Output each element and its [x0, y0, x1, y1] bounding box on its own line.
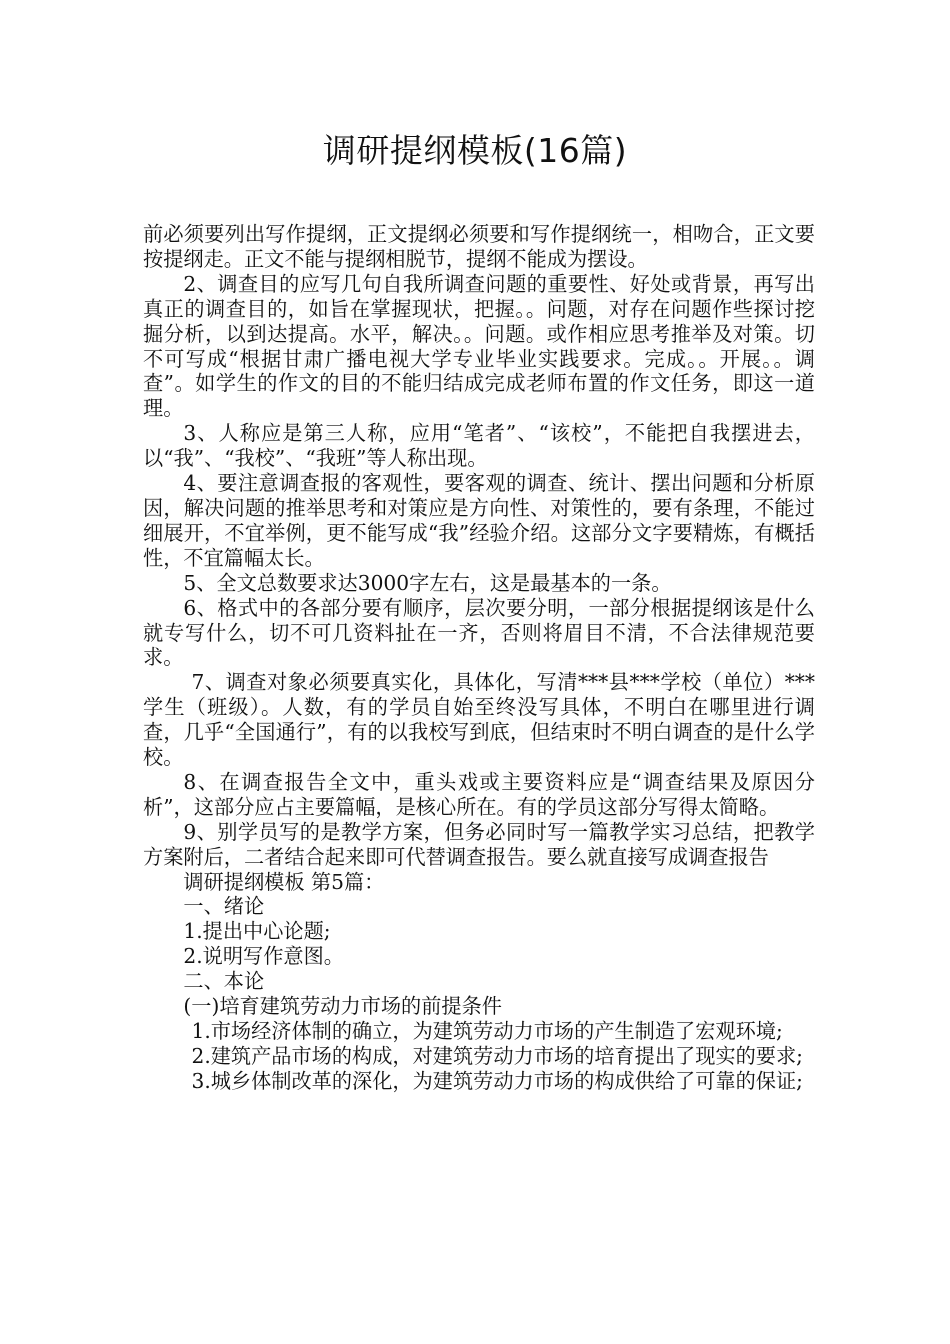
document-title: 调研提纲模板(16篇) — [322, 131, 628, 170]
document-body — [143, 222, 815, 1094]
outline-heading-main: 二、本论 — [183, 969, 265, 994]
outline-subitem-1: 1.市场经济体制的确立，为建筑劳动力市场的产生制造了宏观环境; — [191, 1019, 783, 1043]
outline-item-1: 1.提出中心论题; — [183, 919, 331, 944]
outline-subheading-1: (一)培育建筑劳动力市场的前提条件 — [183, 994, 502, 1019]
paragraph-item-7: 7、调查对象必须要真实化，具体化，写清***县***学校（单位）***学生（班级）。人数，有的学员自始至终没写具体，不明白在哪里进行调查，几乎“全国通行”，有的以我校写到底，但结束时不明白调查的是什么学校。 — [143, 670, 815, 770]
paragraph-intro-continuation: 前必须要列出写作提纲，正文提纲必须要和写作提纲统一，相吻合，正文要按提纲走。正文不能与提纲相脱节，提纲不能成为摆设。 — [143, 222, 815, 271]
paragraph-item-5: 5、全文总数要求达3000字左右，这是最基本的一条。 — [183, 570, 672, 595]
paragraph-item-4: 4、要注意调查报的客观性，要客观的调查、统计、摆出问题和分析原因，解决问题的推举思考和对策应是方向性、对策性的，要有条理，不能过细展开，不宜举例，更不能写成“我”经验介绍。这部分文字要精炼，有概括性，不宜篇幅太长。 — [143, 471, 815, 570]
section-heading-template-5: 调研提纲模板 第5篇： — [183, 869, 385, 894]
outline-heading-introduction: 一、绪论 — [183, 894, 265, 919]
paragraph-item-6: 6、格式中的各部分要有顺序，层次要分明，一部分根据提纲该是什么就专写什么，切不可几资料扯在一齐，否则将眉目不清，不合法律规范要求。 — [143, 595, 815, 670]
paragraph-item-3: 3、人称应是第三人称，应用“笔者”、“该校”，不能把自我摆进去，以“我”、“我校”、“我班”等人称出现。 — [143, 421, 815, 471]
paragraph-item-9: 9、别学员写的是教学方案，但务必同时写一篇教学实习总结，把教学方案附后，二者结合起来即可代替调查报告。要么就直接写成调查报告 — [143, 819, 815, 869]
paragraph-item-8: 8、在调查报告全文中，重头戏或主要资料应是“调查结果及原因分析”，这部分应占主要篇幅，是核心所在。有的学员这部分写得太简略。 — [143, 769, 815, 819]
outline-item-2: 2.说明写作意图。 — [183, 944, 344, 969]
outline-subitem-3: 3.城乡体制改革的深化，为建筑劳动力市场的构成供给了可靠的保证; — [191, 1068, 803, 1093]
outline-subitem-2: 2.建筑产品市场的构成，对建筑劳动力市场的培育提出了现实的要求; — [191, 1043, 803, 1068]
paragraph-item-2: 2、调查目的应写几句自我所调查问题的重要性、好处或背景，再写出真正的调查目的，如旨在掌握现状，把握。。问题，对存在问题作些探讨挖掘分析，以到达提高。水平，解决。。问题。或作相应思考推举及对策。切不可写成“根据甘肃广播电视大学专业毕业实践要求。完成。。开展。。调查”。如学生的作文的目的不能归结成完成老师布置的作文任务，即这一道理。 — [143, 271, 815, 421]
